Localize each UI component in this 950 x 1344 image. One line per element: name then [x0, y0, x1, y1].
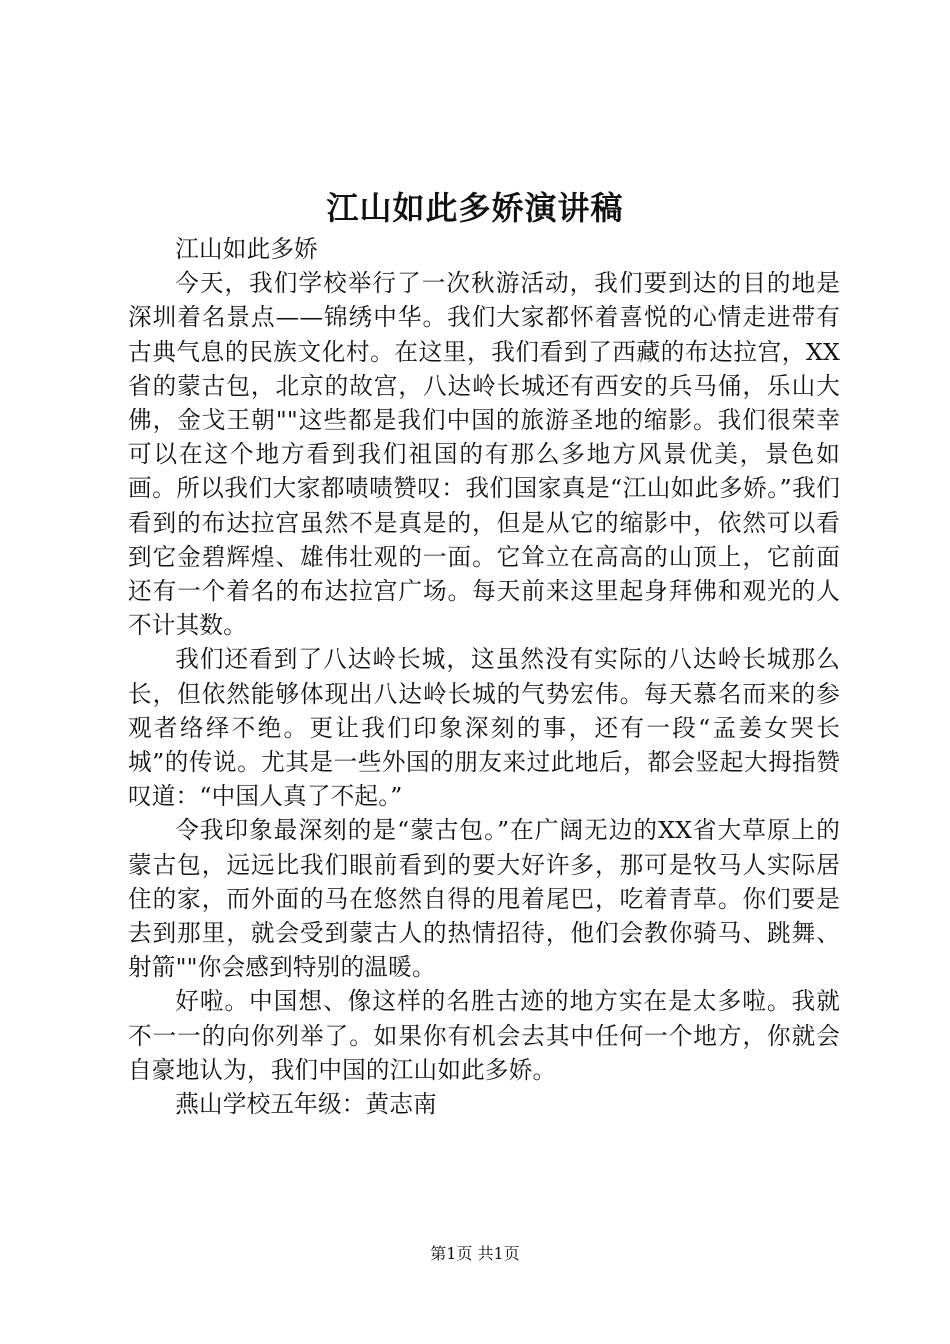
paragraph-conclusion: 好啦。中国想、像这样的名胜古迹的地方实在是太多啦。我就不一一的向你列举了。如果你有机会去其中任何一个地方，你就会自豪地认为，我们中国的江山如此多娇。 [128, 987, 840, 1084]
author-signature: 燕山学校五年级：黄志南 [175, 1090, 437, 1119]
paragraph-mongolian-yurt: 令我印象最深刻的是“蒙古包。”在广阔无边的XX省大草原上的蒙古包，远远比我们眼前看到的要大好许多，那可是牧马人实际居住的家，而外面的马在悠然自得的甩着尾巴，吃着青草。你们要是去到那里，就会受到蒙古人的热情招待，他们会教你骑马、跳舞、射箭""你会感到特别的温暖。 [128, 816, 840, 982]
paragraph-great-wall: 我们还看到了八达岭长城，这虽然没有实际的八达岭长城那么长，但依然能够体现出八达岭长城的气势宏伟。每天慕名而来的参观者络绎不绝。更让我们印象深刻的事，还有一段“孟姜女哭长城”的传说。尤其是一些外国的朋友来过此地后，都会竖起大拇指赞叹道：“中国人真了不起。” [128, 645, 840, 811]
document-title: 江山如此多娇演讲稿 [326, 189, 624, 227]
subtitle-paragraph: 江山如此多娇 [175, 235, 318, 263]
page-number-footer: 第1页 共1页 [430, 1244, 520, 1263]
paragraph-jinxiu-zhonghua: 今天，我们学校举行了一次秋游活动，我们要到达的目的地是深圳着名景点——锦绣中华。我们大家都怀着喜悦的心情走进带有古典气息的民族文化村。在这里，我们看到了西藏的布达拉宫，XX省的蒙古包，北京的故宫，八达岭长城还有西安的兵马俑，乐山大佛，金戈王朝""这些都是我们中国的旅游圣地的缩影。我们很荣幸可以在这个地方看到我们祖国的有那么多地方风景优美，景色如画。所以我们大家都啧啧赞叹：我们国家真是“江山如此多娇。”我们看到的布达拉宫虽然不是真是的，但是从它的缩影中，依然可以看到它金碧辉煌、雄伟壮观的一面。它耸立在高高的山顶上，它前面还有一个着名的布达拉宫广场。每天前来这里起身拜佛和观光的人不计其数。 [128, 269, 840, 640]
document-body [128, 232, 840, 1121]
